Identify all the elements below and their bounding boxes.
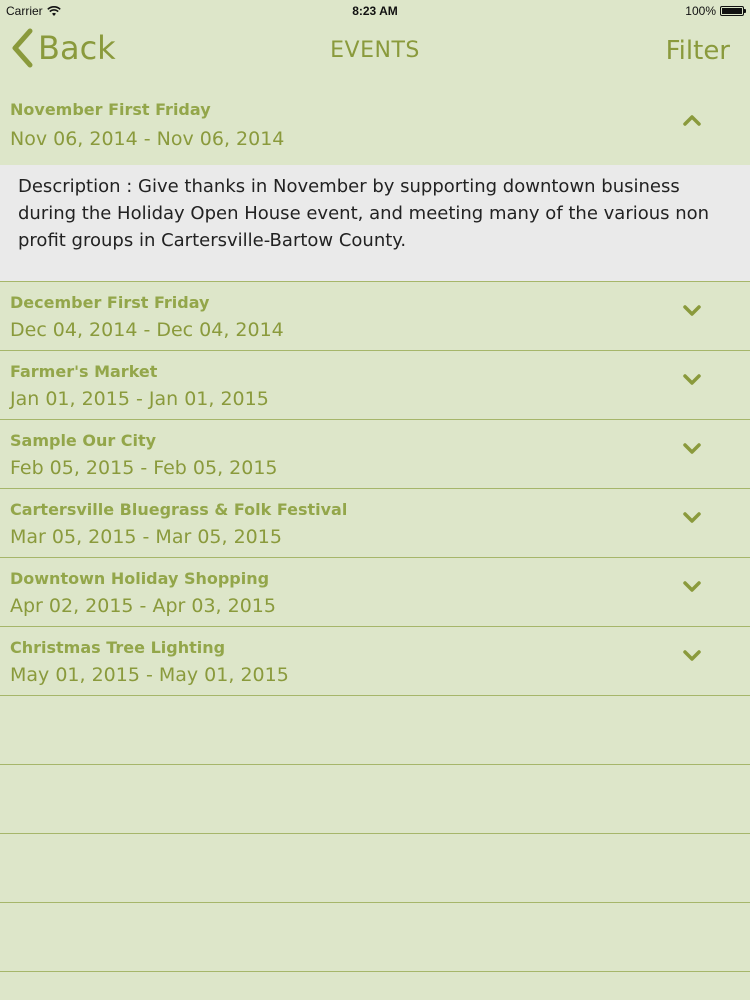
event-dates: Mar 05, 2015 - Mar 05, 2015 — [10, 526, 282, 548]
event-row[interactable] — [0, 282, 750, 351]
event-dates: Feb 05, 2015 - Feb 05, 2015 — [10, 457, 278, 479]
status-time: 8:23 AM — [352, 4, 398, 18]
event-dates: Dec 04, 2014 - Dec 04, 2014 — [10, 319, 284, 341]
battery-icon — [720, 6, 744, 16]
event-name: Downtown Holiday Shopping — [10, 569, 270, 588]
page-title: EVENTS — [330, 38, 420, 63]
navigation-bar — [0, 22, 750, 88]
event-name: Cartersville Bluegrass & Folk Festival — [10, 500, 348, 519]
chevron-down-icon[interactable] — [682, 304, 702, 318]
event-row-expanded[interactable] — [0, 90, 750, 165]
chevron-down-icon[interactable] — [682, 580, 702, 594]
battery-fill — [722, 8, 742, 14]
event-name: November First Friday — [10, 100, 211, 119]
event-dates: Apr 02, 2015 - Apr 03, 2015 — [10, 595, 276, 617]
empty-row — [0, 696, 750, 765]
event-row[interactable] — [0, 627, 750, 696]
event-name: Sample Our City — [10, 431, 157, 450]
empty-row — [0, 834, 750, 903]
event-name: December First Friday — [10, 293, 210, 312]
status-bar — [0, 0, 750, 22]
event-row[interactable] — [0, 558, 750, 627]
chevron-down-icon[interactable] — [682, 373, 702, 387]
event-description: Description : Give thanks in November by supporting downtown business during the Holiday Open House event, and meeting many of the various non profit groups in Cartersville-Bartow County. — [18, 176, 710, 251]
event-name: Farmer's Market — [10, 362, 158, 381]
chevron-down-icon[interactable] — [682, 649, 702, 663]
chevron-up-icon[interactable] — [682, 113, 702, 127]
empty-row — [0, 765, 750, 834]
event-name: Christmas Tree Lighting — [10, 638, 226, 657]
carrier-label: Carrier — [6, 4, 43, 18]
event-row[interactable] — [0, 420, 750, 489]
chevron-down-icon[interactable] — [682, 511, 702, 525]
empty-row — [0, 903, 750, 972]
event-dates: Jan 01, 2015 - Jan 01, 2015 — [10, 388, 269, 410]
battery-indicator — [685, 4, 744, 18]
event-row[interactable] — [0, 489, 750, 558]
event-description-panel — [0, 165, 750, 282]
filter-button[interactable]: Filter — [665, 36, 730, 66]
battery-percent: 100% — [685, 4, 716, 18]
events-list — [0, 90, 750, 972]
back-label: Back — [38, 29, 116, 67]
event-dates: May 01, 2015 - May 01, 2015 — [10, 664, 289, 686]
event-dates: Nov 06, 2014 - Nov 06, 2014 — [10, 128, 285, 150]
event-row[interactable] — [0, 351, 750, 420]
chevron-down-icon[interactable] — [682, 442, 702, 456]
